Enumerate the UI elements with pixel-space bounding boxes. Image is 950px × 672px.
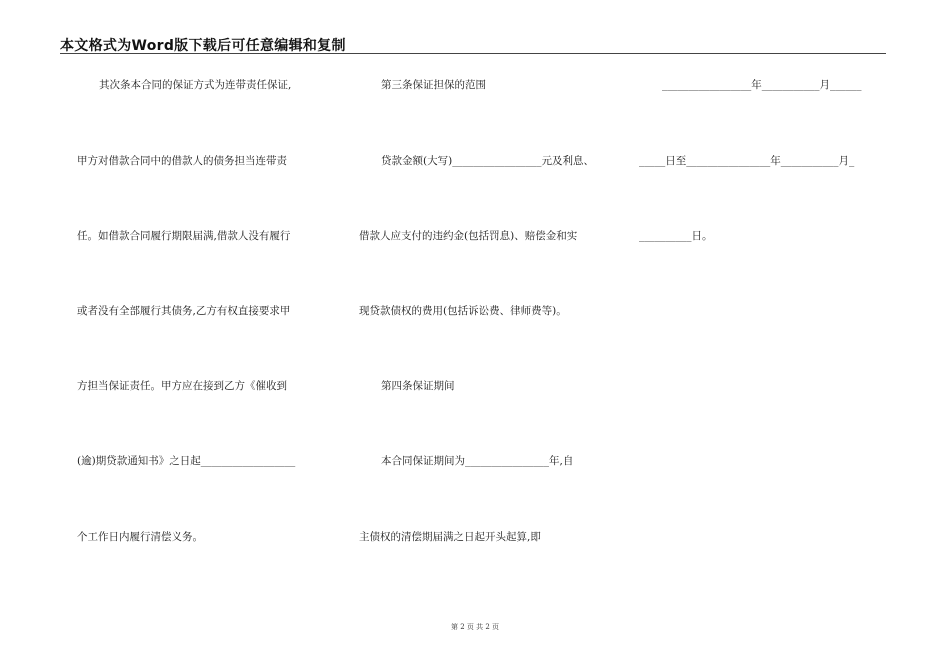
text-line: 个工作日内履行清偿义务。 xyxy=(77,531,203,543)
text-line: __________日。 xyxy=(639,230,713,242)
text-line: 现贷款债权的费用(包括诉讼费、律师费等)。 xyxy=(359,305,567,317)
text-line: _________________年___________月______ xyxy=(662,79,862,91)
text-line: 主债权的清偿期届满之日起开头起算,即 xyxy=(359,531,541,543)
header-divider xyxy=(60,53,886,54)
text-line: 甲方对借款合同中的借款人的债务担当连带责 xyxy=(77,155,287,167)
text-line: 贷款金额(大写)_________________元及利息、 xyxy=(381,155,594,167)
text-line: (逾)期贷款通知书》之日起__________________ xyxy=(77,455,296,467)
section-heading: 第四条保证期间 xyxy=(381,380,455,392)
text-line: 方担当保证责任。甲方应在接到乙方《催收到 xyxy=(77,380,287,392)
section-heading: 第三条保证担保的范围 xyxy=(381,79,486,91)
text-line: 任。如借款合同履行期限届满,借款人没有履行 xyxy=(77,230,291,242)
text-line: 其次条本合同的保证方式为连带责任保证, xyxy=(99,79,292,91)
text-line: 本合同保证期间为________________年,自 xyxy=(381,455,574,467)
document-header-title: 本文格式为Word版下载后可任意编辑和复制 xyxy=(60,38,346,54)
page-number: 第 2 页 共 2 页 xyxy=(450,623,500,631)
text-line: 或者没有全部履行其债务,乙方有权直接要求甲 xyxy=(77,305,291,317)
text-line: 借款人应支付的违约金(包括罚息)、赔偿金和实 xyxy=(359,230,578,242)
text-line: _____日至________________年___________月_ xyxy=(639,155,855,167)
